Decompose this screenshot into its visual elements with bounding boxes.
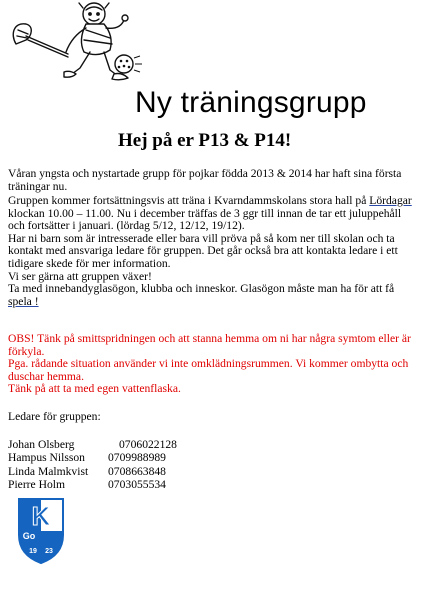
club-logo xyxy=(17,495,65,565)
leader-name: Johan Olsberg xyxy=(8,438,75,451)
leader-name: Pierre Holm xyxy=(8,478,65,492)
saturday-link[interactable]: Lördagar xyxy=(369,194,412,207)
page-subtitle: Hej på er P13 & P14! xyxy=(118,130,292,151)
page-title: Ny träningsgrupp xyxy=(135,86,367,119)
leader-name: Linda Malmkvist xyxy=(8,464,89,478)
leader-phone: 0708663848 xyxy=(108,464,166,478)
leader-phone: 0709988989 xyxy=(108,451,166,465)
schedule-text: Gruppen kommer fortsättningsvis att träna i Kvarndammskolans stora hall på xyxy=(8,194,370,207)
info-paragraph xyxy=(8,195,420,308)
logo-letter: K xyxy=(31,501,51,531)
leader-name: Hampus Nilsson xyxy=(8,451,85,465)
notice-line-1: OBS! Tänk på smittspridningen och att stanna hemma om ni har några symtom eller är förkyla. xyxy=(8,332,411,358)
intro-paragraph: Våran yngsta och nystartade grupp för pojkar födda 2013 & 2014 har haft sina första träningar nu. xyxy=(8,167,402,193)
leader-row xyxy=(8,451,177,464)
leader-phone: 0703055534 xyxy=(108,478,166,492)
logo-go: Go xyxy=(22,531,36,541)
equipment-text: Ta med innebandyglasögon, klubba och inneskor. Glasögon måste man ha för att få xyxy=(8,282,395,296)
contact-text: Har ni barn som är intresserade eller bara vill pröva på så kom ner till skolan och ta kontakt med ansvariga ledare för gruppen. Det går också bra att kontakta ledare i ett tidigare skede för mer information. xyxy=(8,231,398,270)
leaders-heading: Ledare för gruppen: xyxy=(8,410,101,423)
logo-year-left: 19 xyxy=(29,548,37,555)
logo-if: IF xyxy=(49,531,57,541)
notice-line-3: Tänk på att ta med egen vattenflaska. xyxy=(8,382,181,396)
leader-phone: 0706022128 xyxy=(119,438,177,451)
floorball-player-illustration xyxy=(6,0,146,88)
leader-row xyxy=(8,438,177,451)
leader-row xyxy=(8,465,177,478)
notice-line-2: Pga. rådande situation använder vi inte omklädningsrummen. Vi kommer ombytta och duschar hemma. xyxy=(8,357,409,383)
leaders-list xyxy=(8,438,177,492)
play-link[interactable]: spela ! xyxy=(8,294,39,308)
logo-year-right: 23 xyxy=(45,548,53,555)
leader-row xyxy=(8,478,177,491)
growth-text: Vi ser gärna att gruppen växer! xyxy=(8,269,152,283)
covid-notice xyxy=(8,333,420,396)
schedule-text-cont: klockan 10.00 – 11.00. Nu i december träffas de 3 ggr till innan de tar ett juluppehåll och fortsätter i januari. (lördag 5/12, 12/12, 19/12). xyxy=(8,206,402,233)
